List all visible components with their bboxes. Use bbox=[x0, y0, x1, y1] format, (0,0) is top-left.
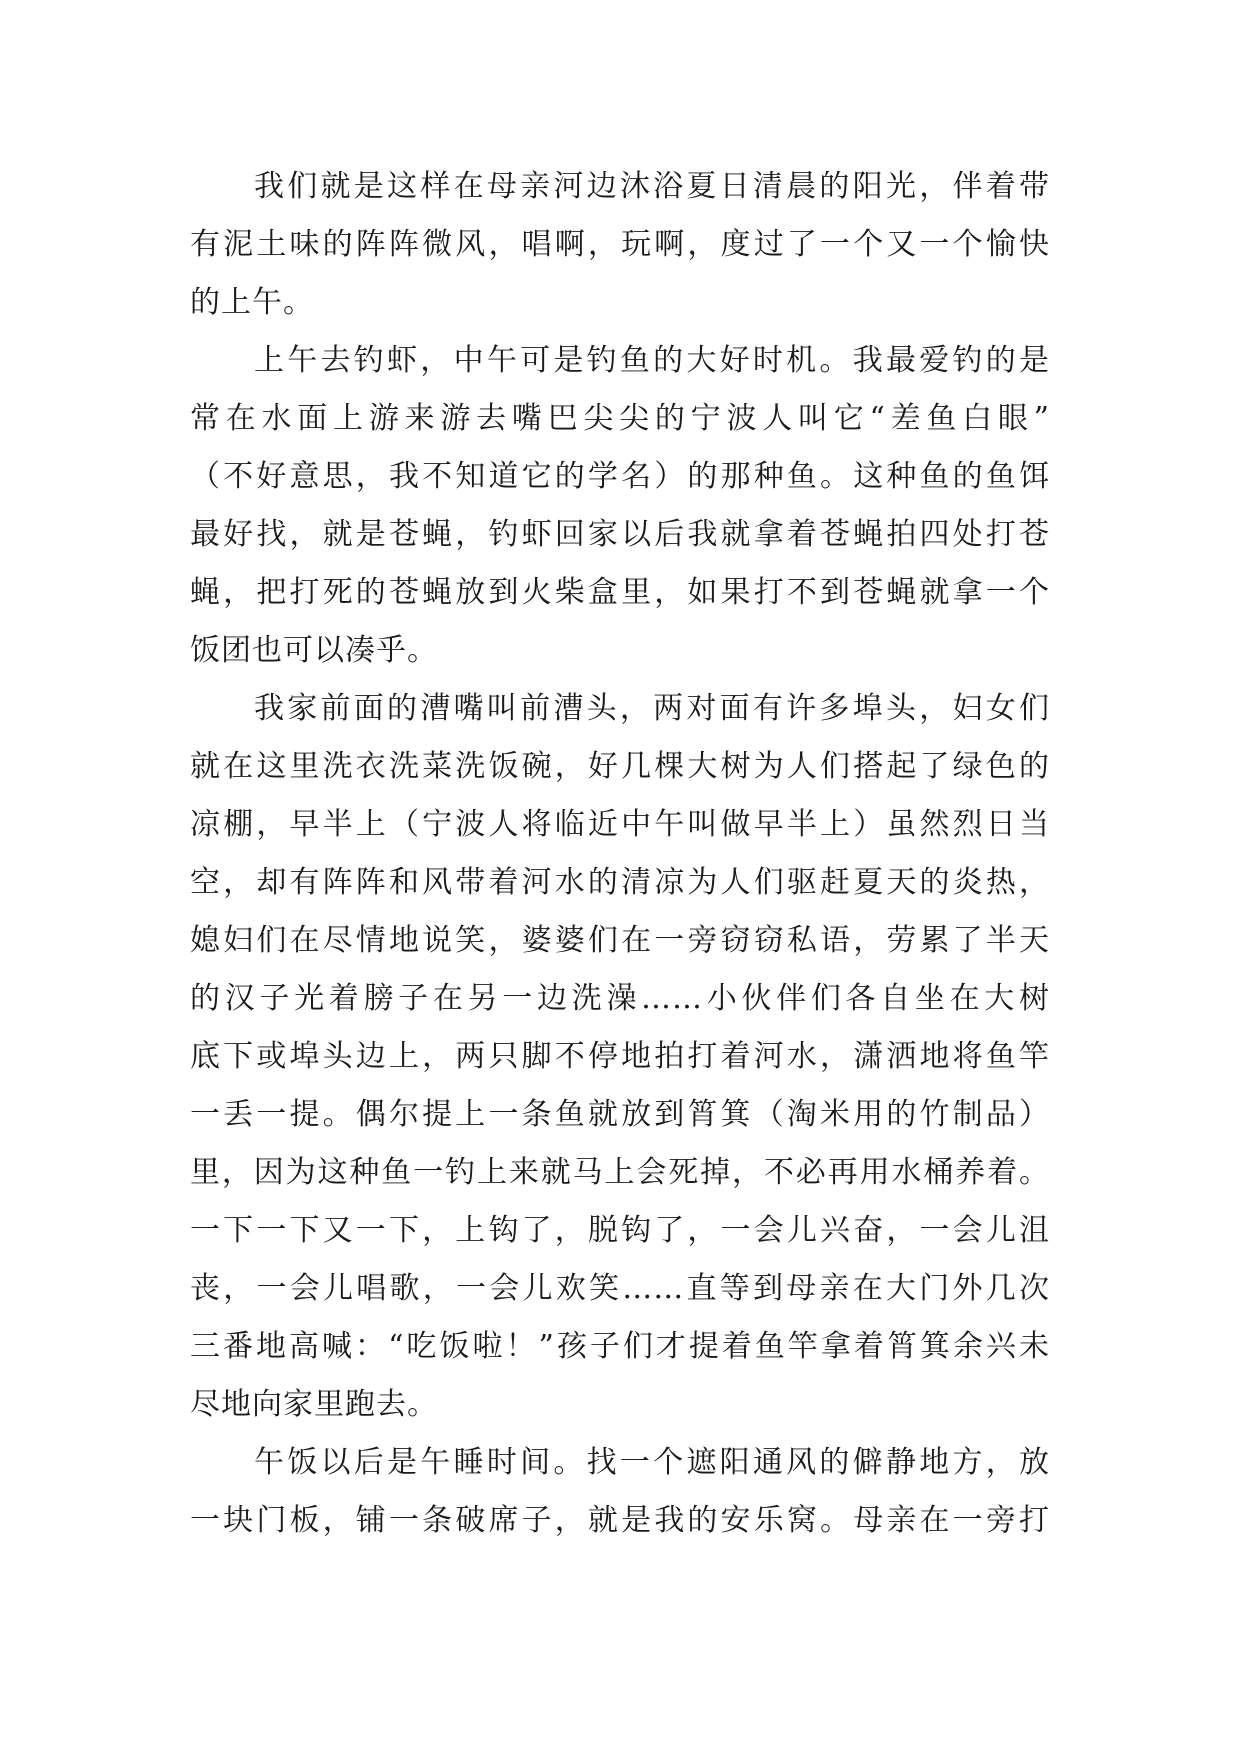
text-line: 有泥土味的阵阵微风，唱啊，玩啊，度过了一个又一个愉快 bbox=[190, 227, 1050, 262]
text-line: 蝇，把打死的苍蝇放到火柴盒里，如果打不到苍蝇就拿一个 bbox=[190, 575, 1050, 610]
text-line: 丧，一会儿唱歌，一会儿欢笑……直等到母亲在大门外几次 bbox=[190, 1271, 1050, 1306]
text-line: 午饭以后是午睡时间。找一个遮阳通风的僻静地方，放 bbox=[254, 1445, 1050, 1480]
text-line: 的上午。 bbox=[190, 285, 314, 320]
text-line: 最好找，就是苍蝇，钓虾回家以后我就拿着苍蝇拍四处打苍 bbox=[190, 517, 1050, 552]
text-line: 上午去钓虾，中午可是钓鱼的大好时机。我最爱钓的是 bbox=[254, 343, 1050, 378]
text-line: 三番地高喊：“吃饭啦！”孩子们才提着鱼竿拿着筲箕余兴未 bbox=[190, 1329, 1050, 1364]
paragraph-1 bbox=[190, 158, 1050, 332]
text-line: 我家前面的漕嘴叫前漕头，两对面有许多埠头，妇女们 bbox=[254, 691, 1050, 726]
text-line: 媳妇们在尽情地说笑，婆婆们在一旁窃窃私语，劳累了半天 bbox=[190, 923, 1050, 958]
paragraph-2 bbox=[190, 332, 1050, 680]
text-line: 常在水面上游来游去嘴巴尖尖的宁波人叫它“差鱼白眼” bbox=[190, 401, 1050, 436]
body-text bbox=[190, 158, 1050, 1550]
text-line: 空，却有阵阵和风带着河水的清凉为人们驱赶夏天的炎热， bbox=[190, 865, 1050, 900]
text-line: 的汉子光着膀子在另一边洗澡……小伙伴们各自坐在大树 bbox=[190, 981, 1050, 1016]
paragraph-4 bbox=[190, 1434, 1050, 1550]
paragraph-3 bbox=[190, 680, 1050, 1434]
text-line: 就在这里洗衣洗菜洗饭碗，好几棵大树为人们搭起了绿色的 bbox=[190, 749, 1050, 784]
text-line: 饭团也可以凑乎。 bbox=[190, 633, 438, 668]
text-line: 尽地向家里跑去。 bbox=[190, 1387, 438, 1422]
text-line: （不好意思，我不知道它的学名）的那种鱼。这种鱼的鱼饵 bbox=[190, 459, 1050, 494]
text-line: 一块门板，铺一条破席子，就是我的安乐窝。母亲在一旁打 bbox=[190, 1503, 1050, 1538]
text-line: 我们就是这样在母亲河边沐浴夏日清晨的阳光，伴着带 bbox=[254, 169, 1050, 204]
text-line: 凉棚，早半上（宁波人将临近中午叫做早半上）虽然烈日当 bbox=[190, 807, 1050, 842]
text-line: 底下或埠头边上，两只脚不停地拍打着河水，潇洒地将鱼竿 bbox=[190, 1039, 1050, 1074]
text-line: 一丢一提。偶尔提上一条鱼就放到筲箕（淘米用的竹制品） bbox=[190, 1097, 1050, 1132]
text-line: 一下一下又一下，上钩了，脱钩了，一会儿兴奋，一会儿沮 bbox=[190, 1213, 1050, 1248]
text-line: 里，因为这种鱼一钓上来就马上会死掉，不必再用水桶养着。 bbox=[190, 1155, 1050, 1190]
